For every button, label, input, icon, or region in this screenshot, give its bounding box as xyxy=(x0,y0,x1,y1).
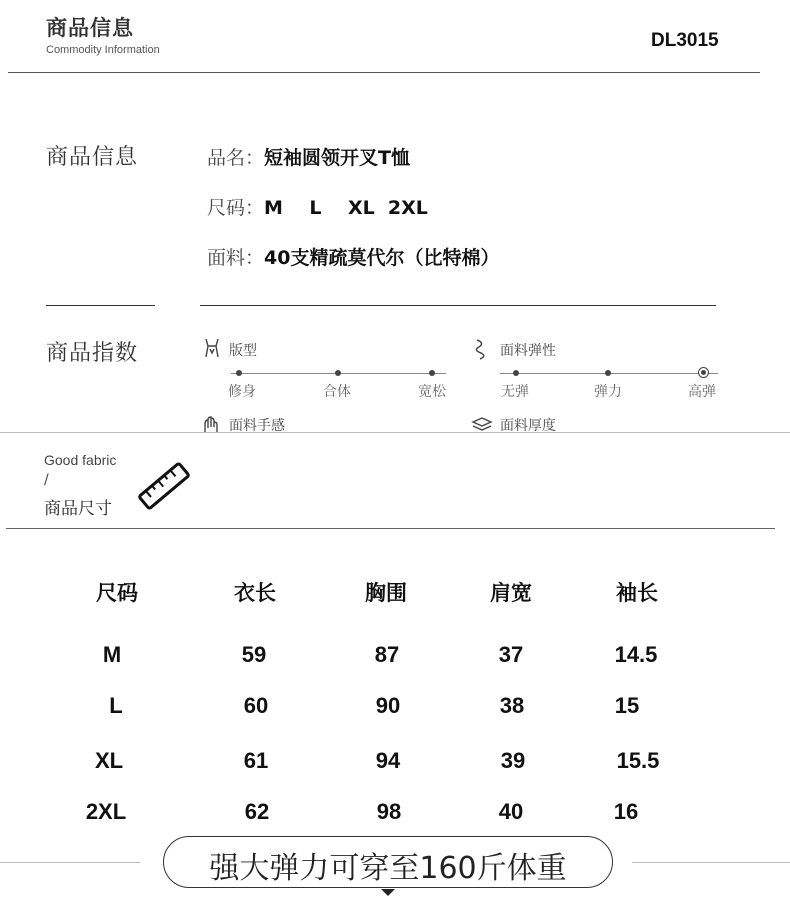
cell-chest: 98 xyxy=(376,799,402,824)
scale-dot xyxy=(429,370,435,376)
product-code: DL3015 xyxy=(651,30,719,51)
size-divider xyxy=(6,528,775,529)
ruler-icon xyxy=(134,456,194,516)
cell-length: 61 xyxy=(243,748,269,773)
scale-dot xyxy=(335,370,341,376)
cell-sleeve: 14.5 xyxy=(614,642,658,667)
cell-size: M xyxy=(102,642,122,667)
scale-title-fit: 版型 xyxy=(229,343,257,359)
cell-size: 2XL xyxy=(85,799,127,824)
cell-sleeve: 15 xyxy=(614,693,640,718)
info-row-name xyxy=(207,143,410,170)
indices-section-label: 商品指数 xyxy=(46,341,139,366)
cell-sleeve: 16 xyxy=(613,799,639,824)
scale-label: 弹力 xyxy=(594,384,622,400)
header-divider xyxy=(8,72,760,73)
cell-chest: 94 xyxy=(375,748,401,773)
scale-label: 合体 xyxy=(323,384,351,400)
banner-line-left xyxy=(0,862,140,863)
info-section-label: 商品信息 xyxy=(46,145,139,170)
header-subtitle: Commodity Information xyxy=(46,44,160,56)
body-shape-icon xyxy=(201,337,223,359)
size-label-slash: / xyxy=(44,472,49,488)
layers-icon xyxy=(471,415,493,432)
cell-chest: 87 xyxy=(374,642,400,667)
cell-shoulder: 38 xyxy=(499,693,525,718)
info-key: 品名： xyxy=(207,147,265,169)
cell-shoulder: 37 xyxy=(498,642,524,667)
scale-title-thickness: 面料厚度 xyxy=(500,418,556,432)
scale-label: 无弹 xyxy=(501,384,529,400)
scale-title-elasticity: 面料弹性 xyxy=(500,343,556,359)
cell-shoulder: 40 xyxy=(498,799,524,824)
cell-chest: 90 xyxy=(375,693,401,718)
section-divider-left xyxy=(46,305,155,306)
banner-arrow-icon xyxy=(381,889,395,896)
cell-shoulder: 39 xyxy=(500,748,526,773)
scale-label: 高弹 xyxy=(688,384,716,400)
info-value: M L XL 2XL xyxy=(264,197,428,219)
cell-length: 60 xyxy=(243,693,269,718)
scale-dot xyxy=(605,370,611,376)
stretch-icon xyxy=(471,338,491,360)
col-header-size: 尺码 xyxy=(96,581,138,605)
scale-dot xyxy=(236,370,242,376)
banner-text: 强大弹力可穿至160斤体重 xyxy=(209,851,567,886)
cell-length: 62 xyxy=(244,799,270,824)
info-key: 面料： xyxy=(207,247,265,269)
info-row-size xyxy=(207,193,428,220)
cell-size: XL xyxy=(94,748,124,773)
size-label-cn: 商品尺寸 xyxy=(44,499,112,519)
header-title: 商品信息 xyxy=(46,16,134,40)
col-header-shoulder: 肩宽 xyxy=(490,581,532,605)
cell-length: 59 xyxy=(241,642,267,667)
scale-label: 修身 xyxy=(228,384,256,400)
col-header-length: 衣长 xyxy=(234,581,276,605)
cell-sleeve: 15.5 xyxy=(616,748,660,773)
partial-scales-strip xyxy=(0,410,790,432)
section-divider-right xyxy=(200,305,716,306)
section-cut-divider xyxy=(0,432,790,433)
info-value: 40支精疏莫代尔（比特棉） xyxy=(264,247,500,269)
size-label-en: Good fabric xyxy=(44,452,117,468)
info-value: 短袖圆领开叉T恤 xyxy=(264,147,410,169)
col-header-chest: 胸围 xyxy=(365,581,407,605)
scale-title-handfeel: 面料手感 xyxy=(229,418,285,432)
col-header-sleeve: 袖长 xyxy=(616,581,658,605)
scale-dot-selected xyxy=(698,367,709,378)
info-key: 尺码： xyxy=(207,197,265,219)
cell-size: L xyxy=(109,693,123,718)
scale-label: 宽松 xyxy=(418,384,446,400)
info-row-fabric xyxy=(207,243,499,270)
hand-icon xyxy=(201,414,223,432)
scale-dot xyxy=(513,370,519,376)
banner-line-right xyxy=(632,862,790,863)
